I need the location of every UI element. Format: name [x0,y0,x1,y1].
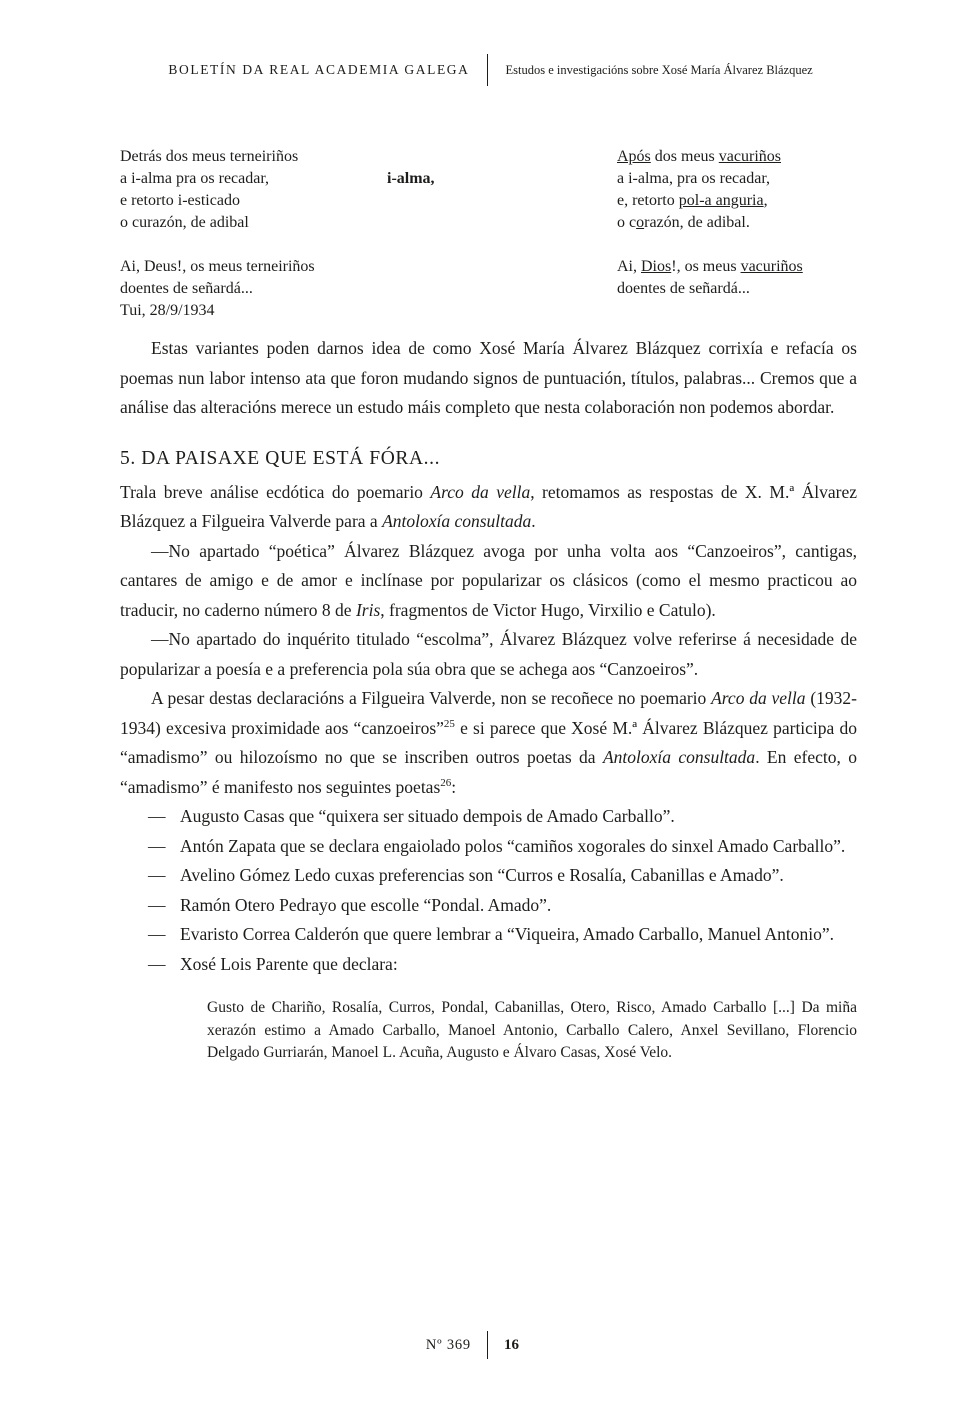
intro-paragraph: Estas variantes poden darnos idea de como Xosé María Álvarez Blázquez corrixía e refacía os poemas nun labor intenso ata que foron mudando signos de puntuación, títulos, palabras... Cremos que a análise das alteracións merece un estudo máis completo que nesta colaboración non podemos abordar. [120,338,857,417]
header-subtitle: Estudos e investigacións sobre Xosé María Álvarez Blázquez [505,62,813,77]
verse-line: a i-alma pra os recadar, [120,170,270,187]
verse-line: Ai, Dios!, os meus vacuriños [617,258,803,275]
verse-line: Após dos meus vacuriños [617,148,781,165]
paragraph-a-pesar: A pesar destas declaracións a Filgueira Valverde, non se recoñece no poemario Arco da vella (1932-1934) excesiva proximidade aos “canzoeiros”$^{25}$ e si parece que Xosé M.ª Álvarez Blázquez participa do “amadismo” ou hilozoísmo no que se inscriben outros poetas da Antoloxía consultada. En efecto, o “amadismo” é manifesto nos seguintes poetas$^{26}$: [120,688,857,797]
verse-line: e retorto i-esticado [120,192,240,209]
verse-column-left [120,146,387,322]
verse-line: o curazón, de adibal [120,214,249,231]
list-item [120,920,857,950]
block-quote: Gusto de Chariño, Rosalía, Curros, Pondal, Cabanillas, Otero, Risco, Amado Carballo [...] Da miña xerazón estimo a Amado Carballo, Manoel Antonio, Carballo Calero, Anxel Sevillano, Florencio Delgado Gurriarán, Manoel L. Acuña, Augusto e Álvaro Casas, Xosé Velo. [207,999,857,1061]
verse-line: o corazón, de adibal. [617,214,750,231]
verse-line: doentes de señardá... [617,280,750,297]
verse-line [120,234,387,256]
list-item-text: Augusto Casas que “quixera ser situado dempois de Amado Carballo”. [180,806,675,826]
list-dash: — [148,894,166,915]
list-dash: — [148,953,166,974]
verse-line: a i-alma, pra os recadar, [617,170,771,187]
poets-list [120,802,857,979]
verse-annotation-text: i-alma, [387,170,435,187]
list-item-text: Ramón Otero Pedrayo que escolle “Pondal. Amado”. [180,894,552,915]
list-item [120,950,857,980]
paragraph-apartado-poetica: —No apartado “poética” Álvarez Blázquez avoga por unha volta aos “Canzoeiros”, cantigas, cantares de amigo e de amor e inclínase por popularizar os clásicos (como el mesmo practicou ao traducir, no caderno número 8 de Iris, fragmentos de Victor Hugo, Virxilio e Catulo). [120,540,857,620]
list-item-text: Antón Zapata que se declara engaiolado polos “camiños xogorales do sinxel Amado Carballo”. [180,835,846,856]
list-item [120,861,857,891]
list-dash: — [148,865,166,885]
verse-line: Detrás dos meus terneiriños [120,148,299,165]
list-item-text: Evaristo Correa Calderón que quere lembrar a “Viqueira, Amado Carballo, Manuel Antonio”. [180,924,835,944]
list-item [120,832,857,862]
page-number: 16 [504,1336,519,1353]
list-item-text: Xosé Lois Parente que declara: [180,953,398,974]
verse-line: Tui, 28/9/1934 [120,302,215,319]
verse-comparison [120,146,857,322]
verse-line [617,234,857,256]
verse-line: e, retorto pol-a anguria, [617,192,768,209]
issue-number: Nº 369 [425,1336,471,1353]
verse-center-annotation [387,146,617,322]
paragraph-apartado-escolma: —No apartado do inquérito titulado “escolma”, Álvarez Blázquez volve referirse á necesidade de popularizar a poesía e a preferencia pola súa obra que se achega aos “Canzoeiros”. [120,629,857,679]
paragraph-trala-breve: Trala breve análise ecdótica do poemario Arco da vella, retomamos as respostas de X. M.ª Álvarez Blázquez a Filgueira Valverde para a Antoloxía consultada. [120,481,857,531]
list-dash: — [148,806,166,826]
verse-line: doentes de señardá... [120,280,253,297]
section-heading: 5. DA PAISAXE QUE ESTÁ FÓRA... [120,447,441,469]
page-footer [0,1331,975,1359]
page-header [0,54,975,86]
verse-line: Ai, Deus!, os meus terneiriños [120,258,315,275]
verse-column-right [617,146,857,322]
journal-title: BOLETÍN DA REAL ACADEMIA GALEGA [168,62,470,77]
list-item [120,802,857,832]
list-dash: — [148,835,166,856]
list-item-text: Avelino Gómez Ledo cuxas preferencias son “Curros e Rosalía, Cabanillas e Amado”. [180,865,784,885]
list-dash: — [148,924,166,944]
page-content [120,146,857,1065]
list-item [120,891,857,921]
